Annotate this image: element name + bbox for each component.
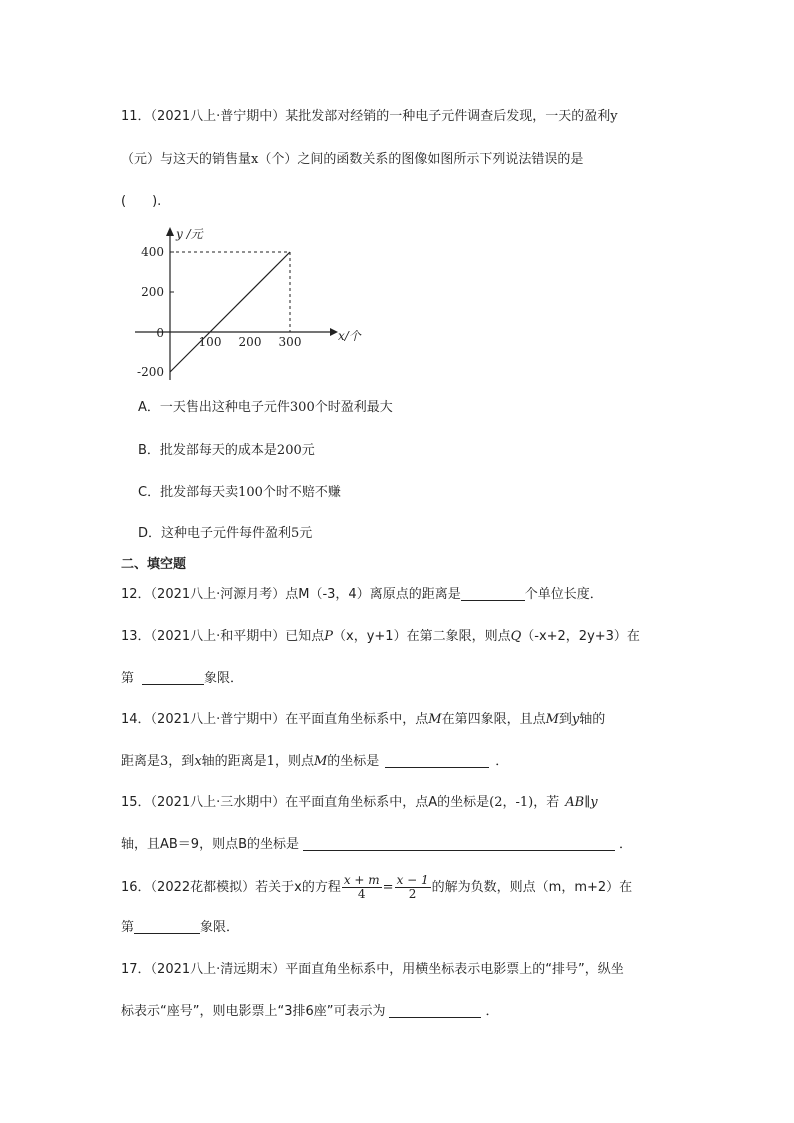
q14-text-g: 轴的距离是 <box>201 754 267 769</box>
y-tick-label: -200 <box>137 365 164 379</box>
q15-text-b: ，若 <box>533 795 560 810</box>
q16-frac1-num: x + m <box>343 873 380 887</box>
y-tick-label: 0 <box>156 326 164 340</box>
q15-text-a: 15．（2021八上·三水期中）在平面直角坐标系中，点A的坐标是 <box>121 795 490 810</box>
x-axis-arrow <box>330 328 338 336</box>
x-axis-label: x/个 <box>338 329 361 343</box>
section-title: 二、填空题 <box>121 557 187 572</box>
q13-answer-blank[interactable] <box>142 670 204 685</box>
q14-text-i: 的坐标是 <box>327 754 380 769</box>
q14-num-3: 3 <box>160 754 169 769</box>
option-b-text: B．批发部每天的成本是 <box>138 443 277 458</box>
option-d-text: D．这种电子元件每件盈利 <box>138 526 292 541</box>
q14-answer-blank[interactable] <box>385 753 489 768</box>
q16-fraction-1 <box>342 874 382 901</box>
option-b-num: 200 <box>276 443 302 458</box>
q14-var-x: x <box>194 754 202 769</box>
x-tick-label: 100 <box>198 335 222 349</box>
x-tick-label: 200 <box>238 335 262 349</box>
q16-frac2-den: 2 <box>408 887 417 901</box>
q13-line1 <box>121 627 640 647</box>
q14-text-a: 14．（2021八上·普宁期中）在平面直角坐标系中，点 <box>121 712 429 727</box>
q15-ab-parallel: AB∥y <box>565 795 598 810</box>
q13-text-a: 13．（2021八上·和平期中）已知点 <box>121 629 325 644</box>
q11-text-2b: （个）之间的函数关系的图像如图所示下列说法错误的是 <box>258 152 584 167</box>
q15-text-c: 轴，且AB＝9，则点B的坐标是 <box>121 837 300 852</box>
y-tick-label: 200 <box>141 285 164 299</box>
q11-var-x: x <box>251 152 259 167</box>
q12 <box>121 585 603 605</box>
q11-line3: ( ). <box>121 194 162 209</box>
q16-line2 <box>121 918 239 938</box>
option-c-text: C．批发部每天卖 <box>138 485 239 500</box>
option-a <box>138 398 393 418</box>
y-tick-label: 400 <box>141 245 164 259</box>
q11-line2 <box>121 150 583 170</box>
q13-text-c: （-x+2，2y+3）在 <box>521 629 640 644</box>
option-a-text2: 个时盈利最大 <box>314 400 393 415</box>
q14-text-b: 在第四象限，且点 <box>441 712 546 727</box>
q13-point-q: Q <box>510 629 522 644</box>
q15-line2 <box>121 835 632 855</box>
option-b-text2: 元 <box>301 443 315 458</box>
q17-text-c: ． <box>485 1004 499 1019</box>
q16-text-c: 第 <box>121 920 135 935</box>
option-a-text: A．一天售出这种电子元件 <box>138 400 290 415</box>
q14-text-j: ． <box>495 754 509 769</box>
q16-text-d: 象限． <box>200 920 240 935</box>
option-a-num: 300 <box>289 400 315 415</box>
q14-num-1: 1 <box>266 754 275 769</box>
q15-answer-blank[interactable] <box>303 836 615 851</box>
q16-equals: = <box>382 880 394 895</box>
q13-text-e: 象限． <box>204 671 244 686</box>
q15-text-d: ． <box>619 837 633 852</box>
q14-point-m-2: M <box>545 712 559 727</box>
q16-fraction-2 <box>395 874 431 901</box>
q13-point-p: P <box>324 629 334 644</box>
q15-line1 <box>121 793 598 813</box>
q14-line2 <box>121 752 508 772</box>
y-axis-arrow <box>166 227 174 236</box>
q14-var-y: y <box>571 712 580 727</box>
q17-text-b: 标表示“座号”，则电影票上“3排6座”可表示为 <box>121 1004 386 1019</box>
q11-var-y: y <box>610 109 618 124</box>
option-c-text2: 个时不赔不赚 <box>262 485 341 500</box>
q16-frac2-num: x − 1 <box>396 873 429 887</box>
option-d-text2: 元 <box>299 526 313 541</box>
q11-line1 <box>121 107 618 127</box>
q12-text: 12．（2021八上·河源月考）点M（-3，4）离原点的距离是 <box>121 587 461 602</box>
q11-chart <box>135 222 375 382</box>
x-tick-label: 300 <box>278 335 302 349</box>
q16-text-a: 16．（2022花都模拟）若关于x的方程 <box>121 880 341 895</box>
series-line <box>170 252 290 372</box>
q13-text-d: 第 <box>121 671 135 686</box>
q11-text-2a: （元）与这天的销售量 <box>121 152 252 167</box>
option-b <box>138 441 315 461</box>
option-d-num: 5 <box>291 526 300 541</box>
q12-answer-blank[interactable] <box>461 586 525 601</box>
q15-coord: (2，-1) <box>489 795 534 810</box>
q14-text-d: 轴的 <box>579 712 606 727</box>
q13-line2 <box>121 669 243 689</box>
q11-text-1: 11．（2021八上·普宁期中）某批发部对经销的一种电子元件调查后发现，一天的盈利 <box>121 109 611 124</box>
q14-text-e: 距离是 <box>121 754 161 769</box>
q14-text-h: ，则点 <box>274 754 314 769</box>
q17-line1: 17．（2021八上·清远期末）平面直角坐标系中，用横坐标表示电影票上的“排号”，纵坐 <box>121 962 624 977</box>
q14-text-c: 到 <box>558 712 572 727</box>
option-d <box>138 524 312 544</box>
q14-point-m-3: M <box>313 754 328 769</box>
q16-line1 <box>121 873 632 903</box>
q16-answer-blank[interactable] <box>134 919 200 934</box>
q17-line2 <box>121 1002 499 1022</box>
option-c-num: 100 <box>238 485 263 500</box>
q16-text-b: 的解为负数，则点（m，m+2）在 <box>431 880 633 895</box>
q14-line1 <box>121 710 605 730</box>
q12-text2: 个单位长度． <box>524 587 603 602</box>
q14-point-m: M <box>428 712 442 727</box>
q14-text-f: ，到 <box>168 754 195 769</box>
q17-answer-blank[interactable] <box>389 1003 481 1018</box>
option-c <box>138 483 341 503</box>
y-axis-label: y /元 <box>176 227 203 241</box>
q16-frac1-den: 4 <box>357 887 366 901</box>
q13-text-b: （x，y+1）在第二象限，则点 <box>333 629 511 644</box>
